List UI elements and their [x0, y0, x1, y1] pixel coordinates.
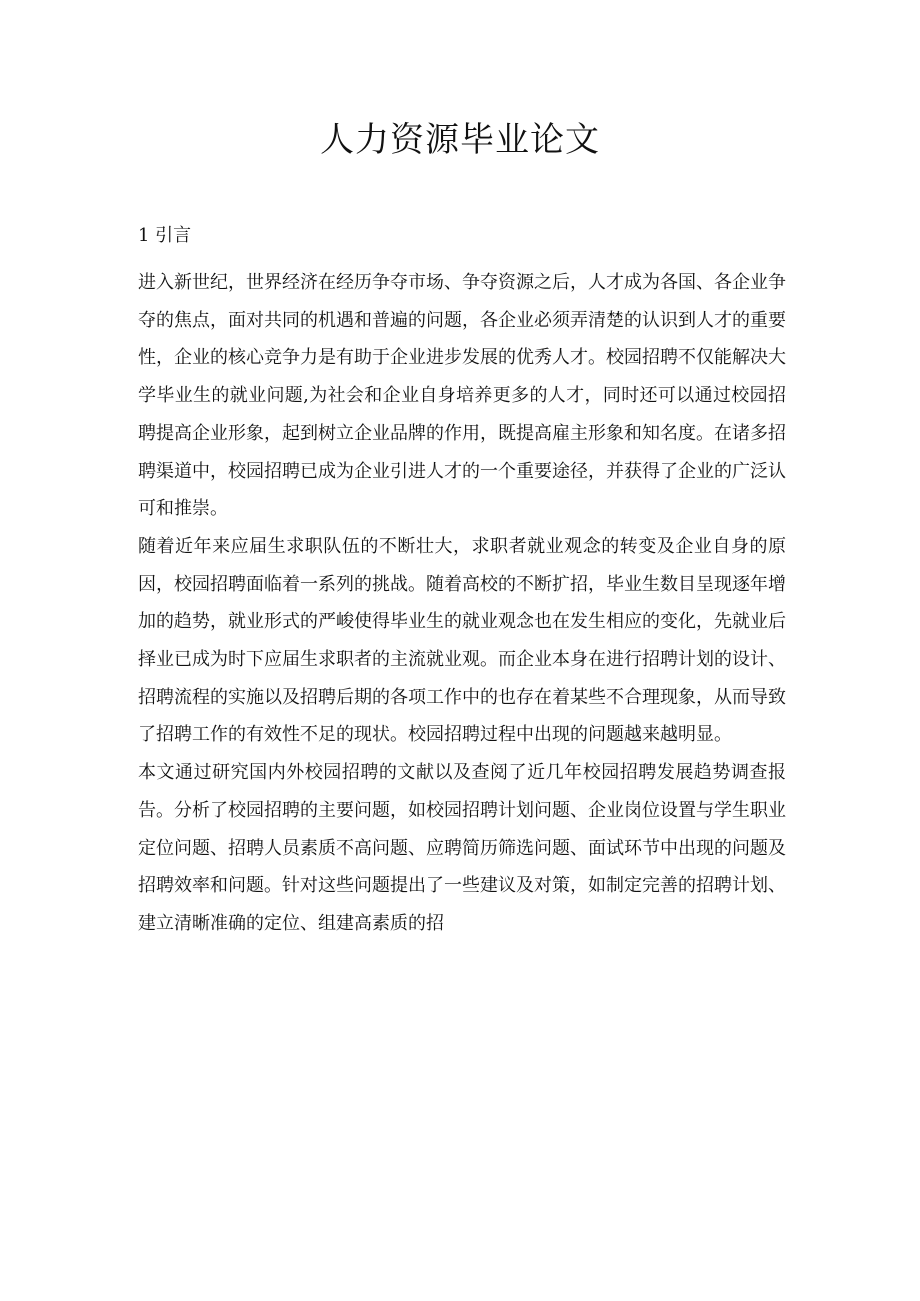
paragraph-1: 进入新世纪，世界经济在经历争夺市场、争夺资源之后，人才成为各国、各企业争夺的焦点，面对共同的机遇和普遍的问题，各企业必须弄清楚的认识到人才的重要性，企业的核心竞争力是有助于企业进步发展的优秀人才。校园招聘不仅能解决大学毕业生的就业问题,为社会和企业自身培养更多的人才，同时还可以通过校园招聘提高企业形象，起到树立企业品牌的作用，既提高雇主形象和知名度。在诸多招聘渠道中，校园招聘已成为企业引进人才的一个重要途径，并获得了企业的广泛认可和推崇。 [138, 272, 786, 520]
paragraph-2: 随着近年来应届生求职队伍的不断壮大，求职者就业观念的转变及企业自身的原因，校园招聘面临着一系列的挑战。随着高校的不断扩招，毕业生数目呈现逐年增加的趋势，就业形式的严峻使得毕业生的就业观念也在发生相应的变化，先就业后择业已成为时下应届生求职者的主流就业观。而企业本身在进行招聘计划的设计、招聘流程的实施以及招聘后期的各项工作中的也存在着某些不合理现象，从而导致了招聘工作的有效性不足的现状。校园招聘过程中出现的问题越来越明显。 [138, 535, 786, 746]
body-text [138, 264, 786, 943]
paragraph-3: 本文通过研究国内外校园招聘的文献以及查阅了近几年校园招聘发展趋势调查报告。分析了校园招聘的主要问题，如校园招聘计划问题、企业岗位设置与学生职业定位问题、招聘人员素质不高问题、应聘简历筛选问题、面试环节中出现的问题及招聘效率和问题。针对这些问题提出了一些建议及对策，如制定完善的招聘计划、建立清晰准确的定位、组建高素质的招 [138, 762, 786, 934]
document-title: 人力资源毕业论文 [320, 120, 600, 160]
section-heading: 1 引言 [138, 225, 192, 246]
